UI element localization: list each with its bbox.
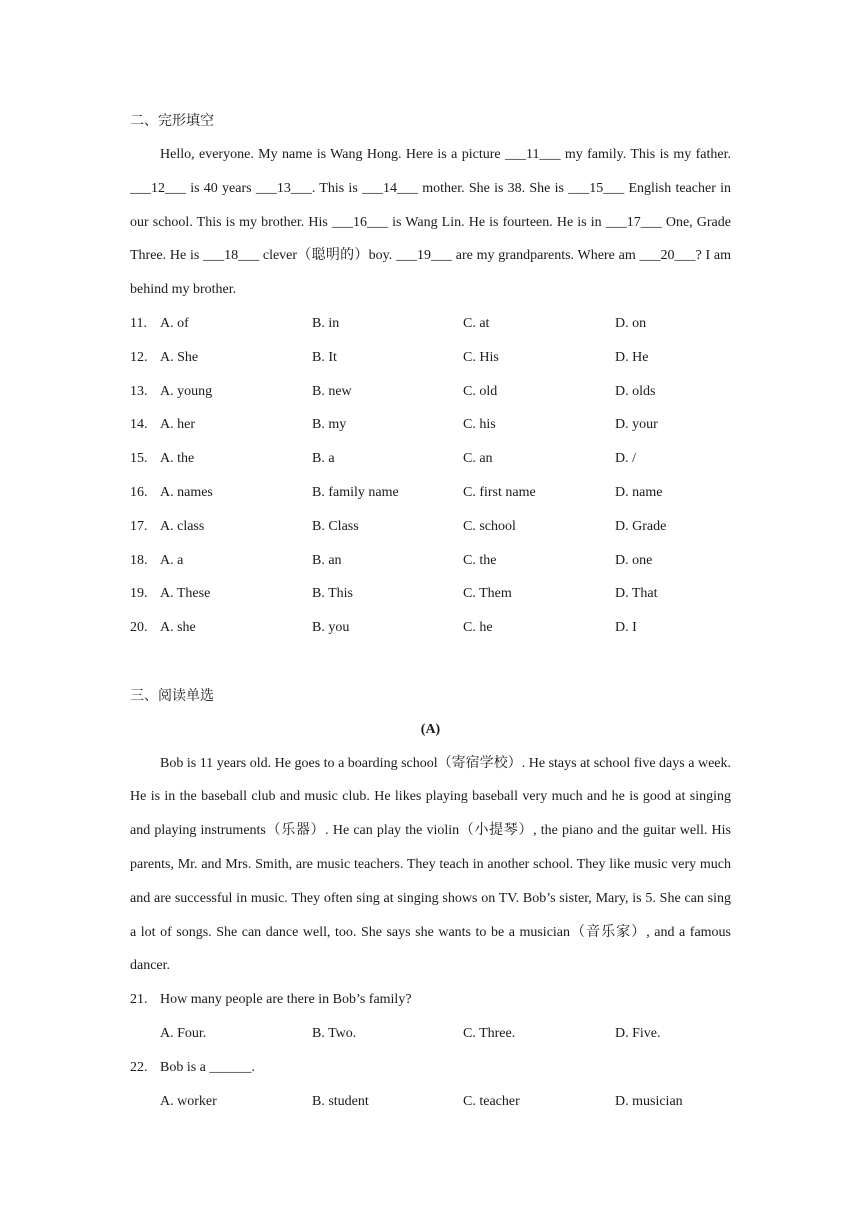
reading-passage: Bob is 11 years old. He goes to a boarding school（寄宿学校）. He stays at school five days a week. He is in the baseball club and music club. He likes playing baseball very much and he is good at singing and playing instruments（乐器）. He can play the violin（小提琴）, the piano and the guitar well. His parents, Mr. and Mrs. Smith, are music teachers. They teach in another school. They like music very much and are successful in music. They often sing at singing shows on TV. Bob’s sister, Mary, is 5. She can sing a lot of songs. She can dance well, too. She says she wants to be a musician（音乐家）, and a famous dancer. xyxy=(130,755,731,974)
option-d: D. / xyxy=(615,451,636,467)
option-c: C. Three. xyxy=(463,1025,516,1041)
question-row xyxy=(130,408,731,442)
option-a: A. her xyxy=(160,417,195,433)
option-a: A. class xyxy=(160,518,205,534)
question-row xyxy=(130,375,731,409)
option-c: C. Them xyxy=(463,586,512,602)
option-d: D. Grade xyxy=(615,518,667,534)
option-c: C. His xyxy=(463,349,499,365)
option-d: D. I xyxy=(615,620,637,636)
cloze-passage: Hello, everyone. My name is Wang Hong. Here is a picture ___11___ my family. This is my father. ___12___ is 40 years ___13___. This is ___14___ mother. She is 38. She is ___15___ English teacher in our school. This is my brother. His ___16___ is Wang Lin. He is fourteen. He is in ___17___ One, Grade Three. He is ___18___ clever（聪明的）boy. ___19___ are my grandparents. Where am ___20___? I am behind my brother. xyxy=(130,147,731,298)
question-row xyxy=(130,442,731,476)
option-d: D. one xyxy=(615,552,653,568)
option-b: B. new xyxy=(312,383,352,399)
question-row xyxy=(130,307,731,341)
option-d: D. name xyxy=(615,484,663,500)
reading-question-list xyxy=(130,983,731,1118)
option-a: A. Four. xyxy=(160,1025,207,1041)
option-b: B. student xyxy=(312,1093,369,1109)
option-a: A. names xyxy=(160,484,213,500)
question-row xyxy=(130,341,731,375)
option-a: A. a xyxy=(160,552,184,568)
option-d: D. That xyxy=(615,586,658,602)
option-d: D. He xyxy=(615,349,649,365)
section-spacer xyxy=(130,645,731,679)
option-c: C. he xyxy=(463,620,493,636)
question-number: 20. xyxy=(130,620,148,636)
option-a: A. young xyxy=(160,383,213,399)
question-number: 12. xyxy=(130,349,148,365)
option-d: D. musician xyxy=(615,1093,683,1109)
option-b: B. you xyxy=(312,620,350,636)
option-b: B. an xyxy=(312,552,342,568)
document-page xyxy=(130,104,731,1118)
option-b: B. Class xyxy=(312,518,359,534)
section-heading-reading: 三、阅读单选 xyxy=(130,687,214,704)
option-a: A. She xyxy=(160,349,199,365)
option-c: C. the xyxy=(463,552,497,568)
option-b: B. in xyxy=(312,315,340,331)
question-number: 14. xyxy=(130,417,148,433)
question-row xyxy=(130,611,731,645)
option-d: D. olds xyxy=(615,383,656,399)
option-d: D. on xyxy=(615,315,647,331)
option-c: C. an xyxy=(463,451,493,467)
option-a: A. of xyxy=(160,315,189,331)
option-b: B. Two. xyxy=(312,1025,357,1041)
option-c: C. at xyxy=(463,315,490,331)
question-row xyxy=(130,577,731,611)
option-b: B. my xyxy=(312,417,347,433)
section-heading-cloze: 二、完形填空 xyxy=(130,113,214,129)
option-b: B. It xyxy=(312,349,337,365)
option-a: A. the xyxy=(160,451,195,467)
question-row xyxy=(130,544,731,578)
question-number: 15. xyxy=(130,451,148,467)
option-row xyxy=(130,1017,731,1051)
question-stem xyxy=(130,1051,731,1085)
option-c: C. old xyxy=(463,383,498,399)
option-d: D. Five. xyxy=(615,1025,661,1041)
question-row xyxy=(130,476,731,510)
question-number: 16. xyxy=(130,484,148,500)
option-row xyxy=(130,1085,731,1119)
question-number: 11. xyxy=(130,315,147,331)
question-number: 21. xyxy=(130,992,148,1008)
option-b: B. a xyxy=(312,451,335,467)
question-number: 17. xyxy=(130,518,148,534)
option-b: B. family name xyxy=(312,484,399,500)
option-c: C. first name xyxy=(463,484,536,500)
question-text: Bob is a ______. xyxy=(160,1059,255,1075)
option-b: B. This xyxy=(312,586,353,602)
option-c: C. school xyxy=(463,518,516,534)
question-text: How many people are there in Bob’s family? xyxy=(160,992,412,1008)
question-row xyxy=(130,510,731,544)
question-number: 18. xyxy=(130,552,148,568)
question-stem xyxy=(130,983,731,1017)
question-number: 22. xyxy=(130,1059,148,1075)
option-c: C. teacher xyxy=(463,1093,520,1109)
option-a: A. worker xyxy=(160,1093,217,1109)
cloze-question-list xyxy=(130,307,731,645)
option-c: C. his xyxy=(463,417,496,433)
question-number: 19. xyxy=(130,586,148,602)
option-d: D. your xyxy=(615,417,658,433)
question-number: 13. xyxy=(130,383,148,399)
option-a: A. These xyxy=(160,586,211,602)
option-a: A. she xyxy=(160,620,196,636)
passage-label: (A) xyxy=(420,721,441,737)
